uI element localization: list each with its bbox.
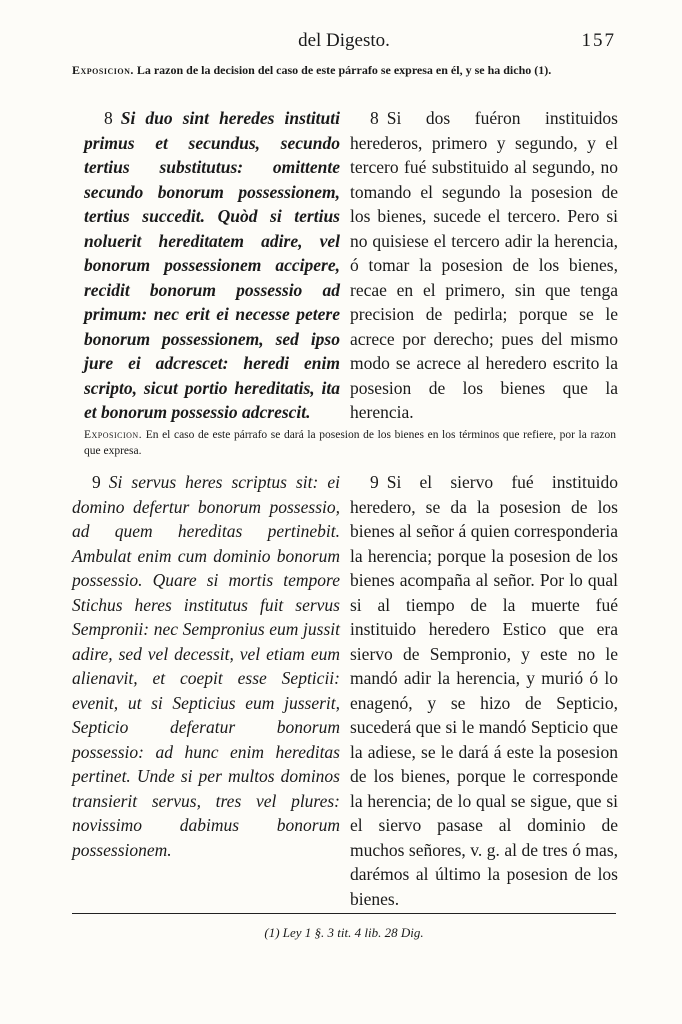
latin-text: Si duo sint heredes instituti primus et secundus, secundo tertius substitutus: omittente secundo bonorum possessionem, tertius succedit. Quòd si tertius noluerit hereditatem adire, vel bonorum possessionem accipere, recidit bonorum possessio ad primum: nec erit ei necesse petere bonorum possessionem, sed ipso jure ei adcrescet: heredi enim scripto, sicut portio hereditatis, ita et bonorum possessio adcrescit. bbox=[84, 108, 340, 422]
section-number: 8 bbox=[104, 108, 113, 128]
note-text: La razon de la decision del caso de este párrafo se expresa en él, y se ha dicho (1). bbox=[136, 63, 552, 77]
section-number: 8 bbox=[370, 108, 379, 128]
section-9-latin bbox=[72, 470, 340, 862]
latin-text: Si servus heres scriptus sit: ei domino defertur bonorum possessio, ad quem hereditas pertinebit. Ambulat enim cum dominio bonorum possessio. Quare si mortis tempore Stichus heres institutus fuit servus Sempronii: nec Sempronius eum jussit adire, sed vel decessit, vel etiam eum alienavit, et coepit esse Septicii: evenit, ut si Septicius eum jusserit, Septicio deferatur bonorum possessio: ad hunc enim hereditas pertinet. Unde si per multos dominos transierit servus, tres vel plures: novissimo dabimus bonorum possessionem. bbox=[72, 472, 340, 860]
note-text: En el caso de este párrafo se dará la posesion de los bienes en los términos que refiere, por la razon que expresa. bbox=[84, 429, 617, 457]
spanish-text: Si dos fuéron instituidos herederos, primero y segundo, y el tercero fué substituido al segundo, no tomando el segundo la posesion de los bienes, sucede el tercero. Pero si no quisiese el tercero adir la herencia, ó tomar la posesion de los bienes, recae en el primero, sin que tenga precision de pedirla; porque se le acrece por derecho; pues del mismo modo se acrece al heredero escrito la posesion de los bienes que la herencia. bbox=[350, 108, 618, 422]
section-9-spanish bbox=[350, 470, 618, 911]
footnote-rule bbox=[72, 913, 616, 914]
note-label: Exposicion. bbox=[72, 63, 134, 77]
running-title: del Digesto. bbox=[298, 30, 390, 51]
page-number: 157 bbox=[581, 30, 616, 51]
spanish-text: Si el siervo fué instituido heredero, se da la posesion de los bienes al señor á quien corresponderia la herencia; porque la posesion de los bienes acompaña al señor. Por lo qual si al tiempo de la muerte fué instituido heredero Estico que era siervo de Sempronio, y este no le mandó adir la herencia, y murió ó lo enagenó, y se hizo de Septicio, sucederá que si le mandó Septicio que la adiese, se le dará á este la posesion de los bienes, porque le corresponde la herencia; de lo qual se sigue, que si el siervo pasase al dominio de muchos señores, v. g. al de tres ó mas, darémos al último la posesion de los bienes. bbox=[350, 472, 618, 909]
footnote: (1) Ley 1 §. 3 tit. 4 lib. 28 Dig. bbox=[264, 925, 424, 940]
section-number: 9 bbox=[370, 472, 379, 492]
book-page bbox=[72, 0, 616, 1024]
note-label: Exposicion. bbox=[84, 429, 143, 441]
section-8-latin bbox=[84, 106, 340, 425]
section-8-spanish bbox=[350, 106, 618, 425]
exposition-note-1 bbox=[72, 62, 616, 78]
running-head bbox=[72, 30, 616, 56]
exposition-note-2 bbox=[84, 427, 616, 459]
section-number: 9 bbox=[92, 472, 101, 492]
